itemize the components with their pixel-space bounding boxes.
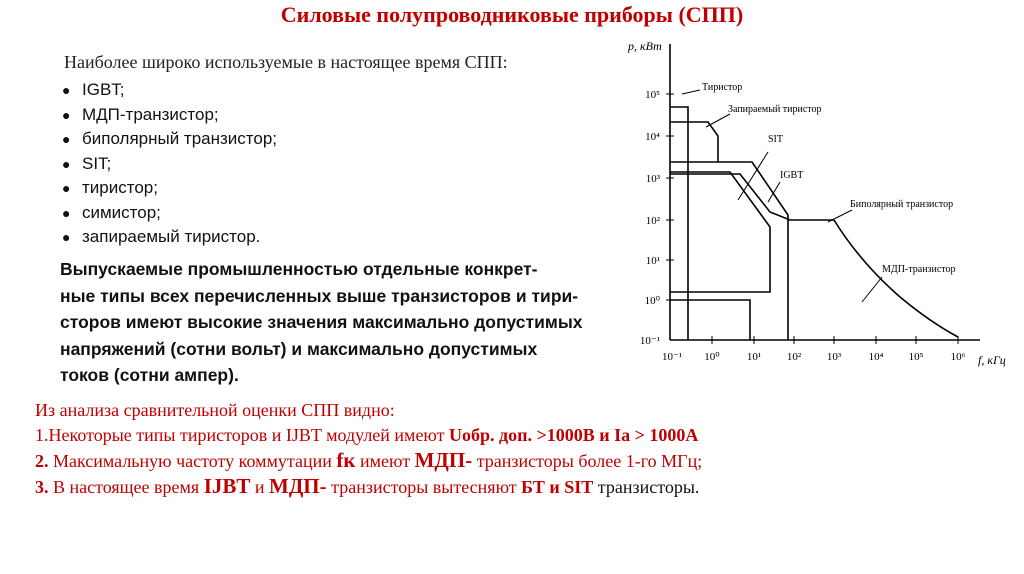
bjt-leader bbox=[828, 210, 852, 222]
description-paragraph bbox=[60, 256, 620, 389]
item-number: 2. bbox=[35, 451, 49, 471]
list-item bbox=[62, 176, 277, 201]
bullet-icon: ● bbox=[62, 180, 71, 196]
igbt-term: IJBT bbox=[203, 474, 251, 498]
conclusion-text: транзисторы вытесняют bbox=[326, 477, 522, 497]
conclusions-block bbox=[35, 398, 995, 500]
list-item-label: запираемый тиристор. bbox=[82, 227, 261, 246]
gto-leader bbox=[706, 114, 730, 127]
conclusion-item-1 bbox=[35, 423, 995, 448]
conclusion-text: В настоящее время bbox=[48, 477, 204, 497]
bjt-term: БТ bbox=[521, 477, 545, 497]
paragraph-line: Выпускаемые промышленностью отдельные конкрет- bbox=[60, 259, 538, 279]
list-item-label: симистор; bbox=[82, 202, 161, 222]
voltage-condition: Uобр. доп. >1000В bbox=[449, 425, 595, 445]
bullet-icon: ● bbox=[62, 131, 71, 147]
bullet-icon: ● bbox=[62, 229, 71, 245]
x-tick-label: 10³ bbox=[826, 351, 842, 363]
power-frequency-diagram bbox=[620, 32, 1020, 377]
y-tick-label: 10³ bbox=[645, 173, 660, 185]
paragraph-line: ные типы всех перечисленных выше транзисторов и тири- bbox=[60, 285, 579, 306]
conclusion-item-3 bbox=[35, 474, 995, 500]
conclusion-text: и bbox=[250, 477, 270, 497]
mosfet-term: МДП- bbox=[414, 448, 473, 472]
conclusion-text: транзисторы более 1-го МГц; bbox=[472, 451, 703, 471]
x-axis-label: f, кГц bbox=[978, 353, 1006, 367]
list-item-label: тиристор; bbox=[82, 178, 158, 197]
slide-title: Силовые полупроводниковые приборы (СПП) bbox=[280, 2, 744, 27]
item-number: 3. bbox=[35, 477, 49, 497]
list-item-label: МДП-транзистор; bbox=[82, 104, 219, 124]
bullet-icon: ● bbox=[62, 204, 71, 221]
y-tick-label: 10¹ bbox=[645, 255, 660, 267]
bullet-icon: ● bbox=[62, 82, 71, 98]
conclusion-item-2 bbox=[35, 448, 995, 474]
list-item-label: биполярный транзистор; bbox=[82, 129, 278, 148]
list-item-label: IGBT; bbox=[82, 80, 125, 99]
list-item bbox=[62, 78, 277, 103]
y-tick-label: 10⁰ bbox=[644, 295, 660, 307]
thyristor-leader bbox=[682, 90, 700, 94]
frequency-term: fк bbox=[336, 448, 356, 472]
conjunction: и bbox=[594, 425, 615, 445]
mosfet-curve bbox=[834, 220, 958, 337]
gto-region bbox=[670, 122, 718, 162]
mosfet-leader bbox=[862, 277, 882, 302]
igbt-label: IGBT bbox=[780, 170, 804, 181]
paragraph-line: сторов имеют высокие значения максимально допустимых bbox=[60, 312, 583, 332]
x-tick-label: 10⁵ bbox=[908, 351, 924, 363]
thyristor-region bbox=[670, 107, 688, 340]
sit-term: SIT bbox=[564, 477, 594, 497]
x-tick-label: 10¹ bbox=[746, 351, 762, 363]
list-item bbox=[62, 201, 277, 226]
x-tick-label: 10⁰ bbox=[704, 351, 720, 363]
bullet-icon: ● bbox=[62, 106, 71, 123]
list-item-label: SIT; bbox=[82, 153, 112, 173]
sit-label: SIT bbox=[768, 134, 783, 145]
paragraph-line: токов (сотни ампер). bbox=[60, 365, 239, 385]
conclusion-text: транзисторы. bbox=[593, 477, 700, 497]
x-tick-label: 10⁶ bbox=[950, 351, 966, 363]
mosfet-label: МДП-транзистор bbox=[882, 264, 956, 275]
bullet-icon: ● bbox=[62, 155, 71, 172]
y-tick-label: 10² bbox=[645, 215, 660, 227]
device-list bbox=[62, 78, 277, 250]
mosfet-term: МДП- bbox=[269, 474, 327, 498]
conclusion-text: 1.Некоторые типы тиристоров и IJBT модулей имеют bbox=[35, 425, 450, 445]
x-tick-label: 10² bbox=[786, 351, 802, 363]
list-item bbox=[62, 225, 277, 250]
list-item bbox=[62, 127, 277, 152]
igbt-region bbox=[670, 172, 770, 292]
y-tick-label: 10⁵ bbox=[645, 89, 660, 101]
conjunction: и bbox=[544, 477, 565, 497]
y-tick-label: 10⁻¹ bbox=[639, 335, 660, 347]
conclusion-text: Максимальную частоту коммутации bbox=[48, 451, 337, 471]
current-condition: Iа > 1000А bbox=[614, 425, 699, 445]
x-tick-label: 10⁴ bbox=[868, 351, 884, 363]
list-item bbox=[62, 152, 277, 177]
gto-label: Запираемый тиристор bbox=[728, 104, 822, 115]
conclusions-intro: Из анализа сравнительной оценки СПП видно: bbox=[35, 400, 395, 420]
x-tick-label: 10⁻¹ bbox=[661, 351, 683, 363]
mosfet-region bbox=[670, 300, 750, 340]
thyristor-label: Тиристор bbox=[702, 82, 743, 93]
list-item bbox=[62, 103, 277, 128]
y-tick-label: 10⁴ bbox=[645, 131, 660, 143]
conclusion-text: имеют bbox=[355, 451, 415, 471]
bjt-label: Биполярный транзистор bbox=[850, 199, 954, 210]
igbt-leader bbox=[768, 182, 780, 202]
paragraph-line: напряжений (сотни вольт) и максимально допустимых bbox=[60, 338, 538, 359]
y-axis-label: p, кВт bbox=[628, 39, 662, 53]
bjt-region bbox=[670, 174, 834, 220]
intro-text: Наиболее широко используемые в настоящее время СПП: bbox=[64, 52, 508, 72]
